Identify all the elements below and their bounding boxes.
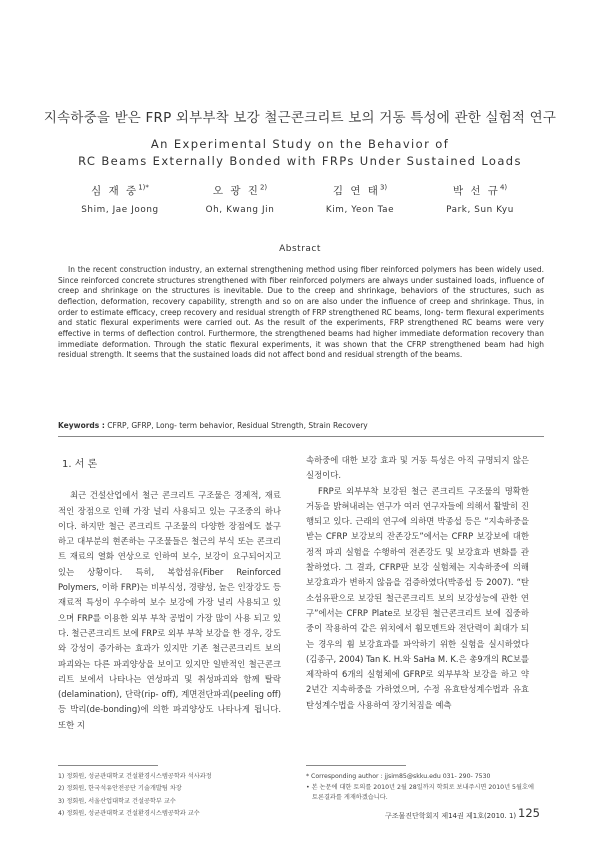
title-english-line-1: An Experimental Study on the Behavior of	[150, 137, 450, 151]
intro-paragraph-1: 최근 건설산업에서 철근 콘크리트 구조물은 경제적, 재료적인 장점으로 인해 가장 널리 사용되고 있는 구조중의 하나이다. 하지만 철근 콘크리트 구조물의 다양한 장점에도 불구하고 대부분의 현존하는 구조물들은 철근의 부식 또는 콘크리트 재료의 열화 연상으로 인하여 보수, 보강이 요구되어지고 있는 상황이다. 특히, 복합섬유(Fiber Reinforced Polymers, 이하 FRP)는 비부식성, 경량성, 높은 인장강도 등 재료적 특성이 우수하여 보수 보강에 가장 널리 사용되고 있으며 FRP를 이용한 외부 부착 공법이 가장 많이 사용 되고 있다. 철근콘크리트 보에 FRP로 외부 부착 보강을 한 경우, 강도와 강성이 증가하는 효과가 있지만 기존 철근콘크리트 보의 파괴와는 다른 파괴양상을 보이고 있지만 일반적인 철근콘크리트 보에서 나타나는 연성파괴 및 취성파괴와 함께 탈락(delamination), 단락(rip- off), 계면전단파괴(peeling off)등 박리(de-bonding)에 의한 파괴양상도 나타나게 됩니다. 또한 지	[58, 490, 281, 730]
author-3	[300, 183, 420, 215]
footnote-affiliation-4: 4) 정회원, 성균관대학교 건설환경시스템공학과 교수	[58, 810, 200, 818]
intro-paragraph-continued: 속하중에 대한 보강 효과 및 거동 특성은 아직 규명되지 않은 실정이다.	[306, 455, 529, 481]
author-1	[60, 183, 180, 215]
keywords	[58, 421, 544, 430]
footnote-divider-right	[306, 765, 406, 766]
footnote-affiliation-1: 1) 정회원, 성균관대학교 건설환경시스템공학과 석사과정	[58, 773, 212, 780]
footnote-discussion-notice: • 본 논문에 대한 토의를 2010년 2월 28일까지 학회로 보내주시면 2010년 5월호에 토론결과를 게재하겠습니다.	[306, 784, 534, 802]
author-2	[180, 183, 300, 215]
author-1-name-ko: 심 재 중	[91, 185, 139, 197]
footnotes-notes	[306, 771, 536, 805]
author-list	[60, 183, 540, 223]
footnote-affiliation-2: 2) 정회원, 한국석유안전공단 기술개발팀 차장	[58, 785, 182, 793]
author-3-name-ko: 김 연 태	[332, 185, 380, 197]
author-3-affiliation: 3)	[379, 183, 388, 192]
footnote-affiliation-3: 3) 정회원, 서울산업대학교 건설공학부 교수	[58, 797, 176, 805]
keywords-list: CFRP, GFRP, Long- term behavior, Residual Strength, Strain Recovery	[107, 421, 368, 430]
footnote-divider-left	[58, 765, 158, 766]
author-3-name-en: Kim, Yeon Tae	[325, 205, 395, 215]
author-2-name-ko: 오 광 진	[212, 185, 260, 197]
journal-citation: 구조물진단학회지 제14권 제1호(2010. 1)	[385, 812, 517, 820]
author-2-affiliation: 2)	[259, 183, 268, 192]
author-1-name-en: Shim, Jae Joong	[81, 205, 159, 215]
body-column-right	[306, 453, 529, 713]
author-1-affiliation: 1)*	[138, 183, 149, 192]
intro-paragraph-2: FRP로 외부부착 보강된 철근 콘크리트 구조물의 명확한 거동을 밝혀내려는 연구가 여러 연구자들에 의해서 활발히 진행되고 있다. 근래의 연구에 의하면 박종섭 등은 “지속하중을 받는 CFRP 보강보의 잔존강도”에서는 CFRP 보강보에 대한 정적 파괴 실험을 수행하여 전존강도 및 보강효과 변화를 관찰하였다. 그 결과, CFRP판 보강 실험체는 지속하중에 의해 보강효과가 변하지 않음을 검증하였다(박종섭 등 2007). “탄소섬유판으로 보강된 철근콘크리트 보의 보강성능에 관한 연구”에서는 CFRP Plate로 보강된 철근콘크리트 보에 집중하중이 작용하여 같은 위치에서 휨모멘트와 전단력이 최대가 되는 경우의 휨 보강효과를 파악하기 위한 실험을 실시하였다(김종구, 2004) Tan K. H.와 SaHa M. K.은 총9개의 RC보를 제작하여 6개의 실험체에 GFRP로 외부부착 보강을 하고 약 2년간 지속하중을 가하였으며, 수정 유효탄성계수법과 유효탄성계수법을 사용하여 장기처짐을 예측	[306, 485, 530, 710]
footnote-corresponding-author: * Corresponding author : jjsim85@skku.edu 031- 290- 7530	[306, 773, 491, 780]
abstract-text: In the recent construction industry, an external strengthening method using fiber reinforced polymers has been widely used. Since reinforced concrete structures strengthened with fiber reinforced polymers are always under sustained loads, influence of creep and shrinkage on the structures is inevitable. Due to the creep and shrinkage, behaviors of the structures, such as deflection, deformation, recovery capability, strength and so on are also under the influence of creep and shrinkage. Thus, in order to estimate efficacy, creep recovery and residual strength of FRP strengthened RC beams, long- term flexural experiments and static flexural experiments were carried out. As the result of the experiments, FRP strengthened RC beams were very effective in terms of deflection control. Furthermore, the strengthened beams had higher immediate deformation recovery than immediate deformation. Through the static flexural experiments, it was shown that the CFRP strengthened beam had high residual strength. It seems that the sustained loads did not affect bond and residual strength of the beams.	[58, 265, 544, 360]
title-english-line-2: RC Beams Externally Bonded with FRPs Under Sustained Loads	[78, 154, 522, 168]
author-4-name-en: Park, Sun Kyu	[446, 205, 514, 215]
title-korean: 지속하중을 받은 FRP 외부부착 보강 철근콘크리트 보의 거동 특성에 관한 실험적 연구	[43, 110, 557, 126]
author-4	[420, 183, 540, 215]
author-4-affiliation: 4)	[499, 183, 508, 192]
author-2-name-en: Oh, Kwang Jin	[205, 205, 275, 215]
abstract-heading: Abstract	[279, 244, 321, 254]
section-heading-introduction: 1. 서 론	[62, 459, 98, 470]
page-number: 125	[518, 806, 540, 820]
footnotes-affiliations	[58, 771, 288, 821]
body-column-left	[58, 453, 281, 733]
keywords-label: Keywords :	[58, 421, 105, 430]
author-4-name-ko: 박 선 규	[452, 185, 500, 197]
abstract-divider	[58, 436, 544, 437]
